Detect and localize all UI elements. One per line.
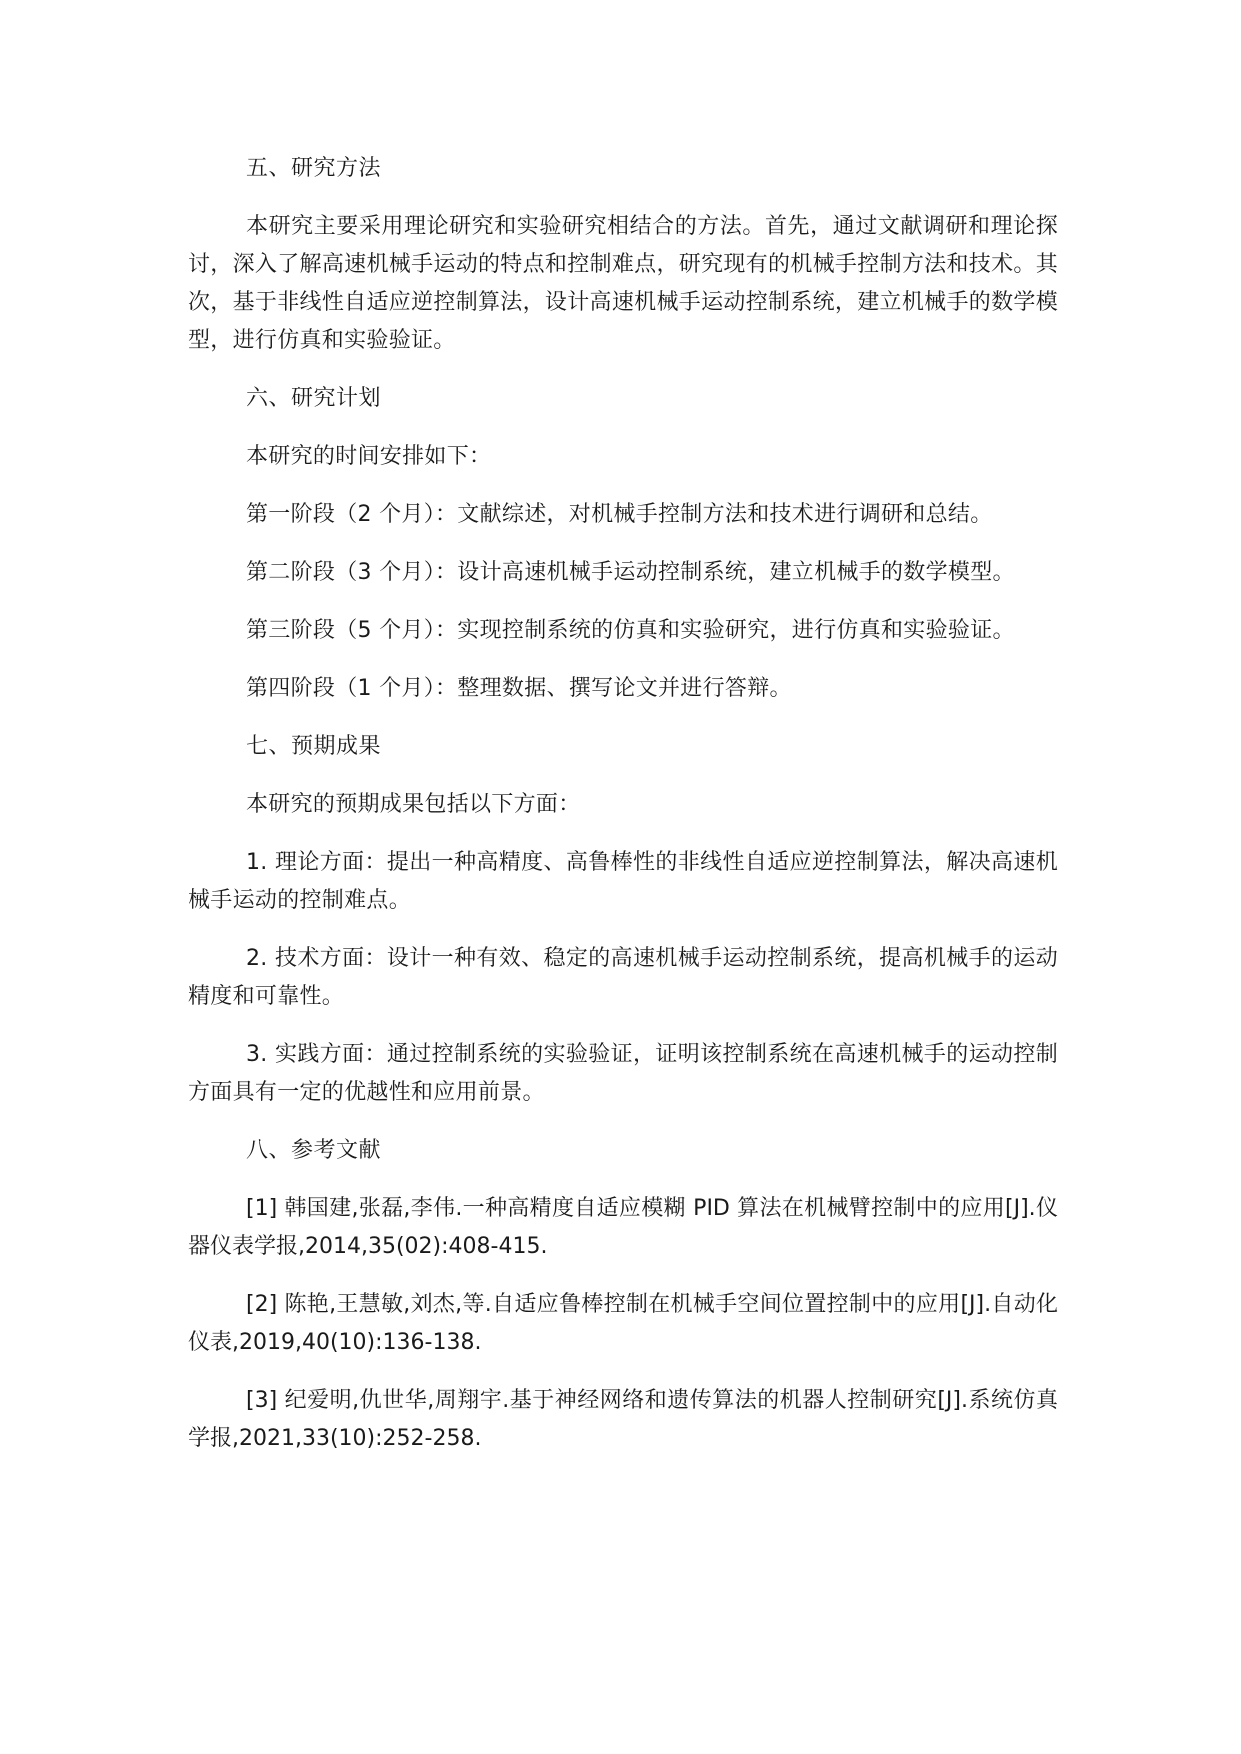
- research-methods-paragraph: 本研究主要采用理论研究和实验研究相结合的方法。首先，通过文献调研和理论探讨，深入了解高速机械手运动的特点和控制难点，研究现有的机械手控制方法和技术。其次，基于非线性自适应逆控制算法，设计高速机械手运动控制系统，建立机械手的数学模型，进行仿真和实验验证。: [188, 214, 1058, 353]
- section-heading-expected-results: 七、预期成果: [246, 734, 382, 759]
- section-heading-references: 八、参考文献: [246, 1138, 382, 1163]
- reference-item: [1] 韩国建,张磊,李伟.一种高精度自适应模糊 PID 算法在机械臂控制中的应用[J].仪器仪表学报,2014,35(02):408-415.: [188, 1196, 1058, 1259]
- plan-stage-item: 第三阶段（5 个月）：实现控制系统的仿真和实验研究，进行仿真和实验验证。: [246, 618, 1015, 643]
- plan-stage-item: 第二阶段（3 个月）：设计高速机械手运动控制系统，建立机械手的数学模型。: [246, 560, 1015, 585]
- section-heading-research-methods: 五、研究方法: [246, 156, 382, 181]
- plan-stage-item: 第一阶段（2 个月）：文献综述，对机械手控制方法和技术进行调研和总结。: [246, 502, 993, 527]
- expected-result-item: 3. 实践方面：通过控制系统的实验验证，证明该控制系统在高速机械手的运动控制方面具有一定的优越性和应用前景。: [188, 1042, 1058, 1105]
- section-heading-research-plan: 六、研究计划: [246, 386, 382, 411]
- reference-item: [3] 纪爱明,仇世华,周翔宇.基于神经网络和遗传算法的机器人控制研究[J].系统仿真学报,2021,33(10):252-258.: [188, 1388, 1058, 1451]
- document-body: [188, 150, 1058, 1478]
- expected-result-item: 2. 技术方面：设计一种有效、稳定的高速机械手运动控制系统，提高机械手的运动精度和可靠性。: [188, 946, 1058, 1009]
- expected-result-item: 1. 理论方面：提出一种高精度、高鲁棒性的非线性自适应逆控制算法，解决高速机械手运动的控制难点。: [188, 850, 1058, 913]
- research-plan-intro: 本研究的时间安排如下：: [246, 444, 492, 469]
- plan-stage-item: 第四阶段（1 个月）：整理数据、撰写论文并进行答辩。: [246, 676, 792, 701]
- expected-results-intro: 本研究的预期成果包括以下方面：: [246, 792, 581, 817]
- reference-item: [2] 陈艳,王慧敏,刘杰,等.自适应鲁棒控制在机械手空间位置控制中的应用[J].自动化仪表,2019,40(10):136-138.: [188, 1292, 1058, 1355]
